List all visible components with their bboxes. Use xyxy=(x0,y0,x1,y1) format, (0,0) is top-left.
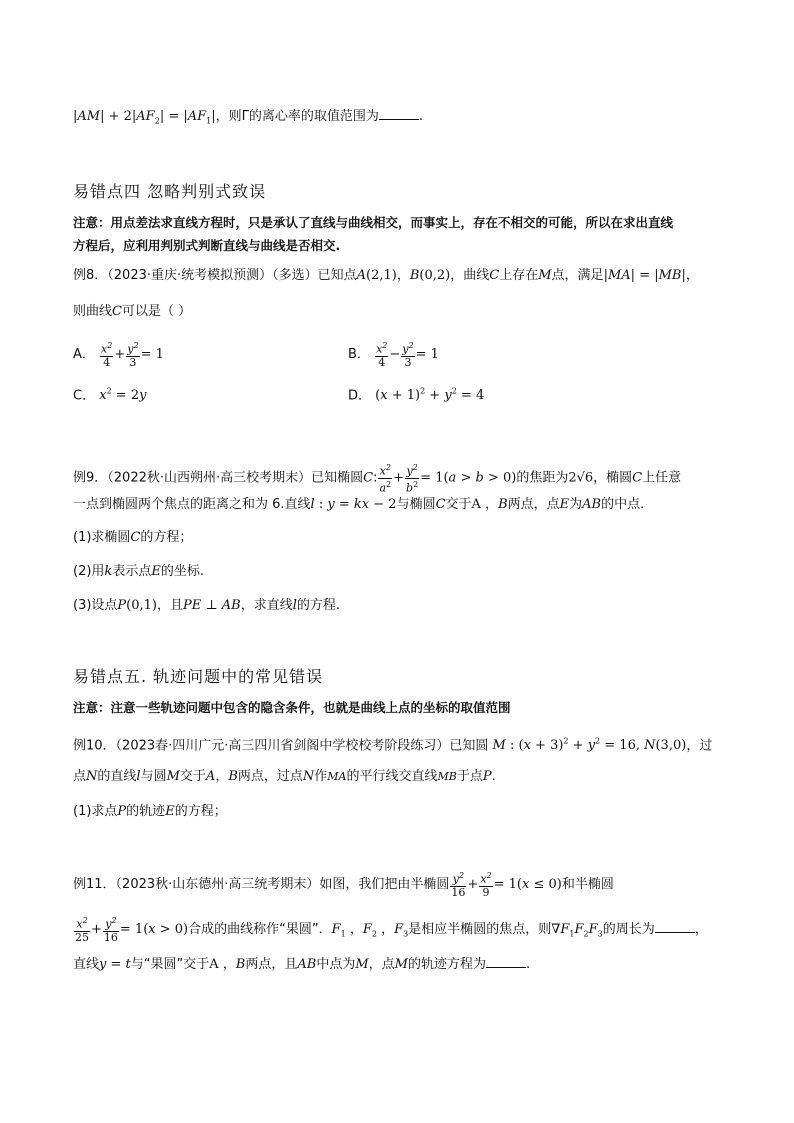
text: 点 xyxy=(73,769,87,784)
example-10-prefix: 例10．（2023春·四川广元·高三四川省剑阁中学校校考阶段练习）已知圆 xyxy=(73,738,489,754)
var-m: M xyxy=(538,268,552,283)
option-b-label: B． xyxy=(348,346,370,362)
text: ，过 xyxy=(686,738,713,754)
text: 的方程； xyxy=(174,804,227,819)
example-11-prefix: 例11．（2023秋·山东德州·高三统考期末）如图，我们把由半椭圆 xyxy=(73,876,450,892)
example-11-line-3: 直线y = t与“果圆”交于A ，B两点，且AB中点为M，点M的轨迹方程为 . xyxy=(73,957,531,972)
text: 与“果圆”交于 xyxy=(130,957,210,972)
text: 上存在 xyxy=(499,268,539,283)
answer-blank xyxy=(486,955,526,968)
example-8-line-1: 例8．（2023·重庆·统考模拟预测）（多选）已知点A(2,1)，B(0,2)，曲线C上存在M点，满足|MA| = |MB|， xyxy=(73,268,699,283)
note-5: 注意：注意一些轨迹问题中包含的隐含条件，也就是曲线上点的坐标的取值范围 xyxy=(73,700,511,715)
option-c: C． $x^2 = 2y$ D． $(x + 1)^2 + y^2 = 4$ xyxy=(73,383,146,405)
var-c: C xyxy=(489,268,500,283)
top-line-text: ，则Γ的离心率的取值范围为 xyxy=(215,109,379,124)
text: 为 xyxy=(569,497,583,512)
text: ，且 xyxy=(157,598,184,613)
text: 两点，过点 xyxy=(237,769,303,784)
text: 的中点. xyxy=(601,497,645,512)
text: 与椭圆 xyxy=(396,497,436,512)
point-a: A(2,1) xyxy=(356,268,397,283)
text: 作 xyxy=(314,769,328,784)
text: 一点到椭圆两个焦点的距离之和为 6.直线 xyxy=(73,497,311,512)
text: 可以是（ ） xyxy=(121,304,192,319)
option-a-label: A． xyxy=(73,346,95,362)
text: 点，满足 xyxy=(551,268,604,283)
example-11-line-1: 例11．（2023秋·山东德州·高三统考期末）如图，我们把由半椭圆 $\frac{y^2}{16}$ + $\frac{x^2}{9}$ = 1(x ≤ 0)和半椭圆 xyxy=(73,871,614,899)
text: ，椭圆 xyxy=(593,470,633,486)
note-line-2: 方程后，应利用判别式判断直线与曲线是否相交. xyxy=(73,238,341,253)
text: 的坐标. xyxy=(160,564,204,579)
example-8-prefix: 例8．（2023·重庆·统考模拟预测）（多选）已知点 xyxy=(73,268,357,283)
top-line xyxy=(73,107,423,131)
option-d: D． $(x + 1)^2 + y^2 = 4$ xyxy=(348,387,485,404)
math-abs-am: $|AM| + 2|AF_2| = |AF_1|$ xyxy=(73,109,216,126)
answer-blank xyxy=(379,107,419,120)
text: 与圆 xyxy=(140,769,167,784)
text: (3)设点 xyxy=(73,598,118,613)
example-9-line-1: 例9．（2022秋·山西朔州·高三校考期末）已知椭圆C: $\frac{x^2}{a^2}$ + $\frac{y^2}{b^2}$ = 1(a > b > 0)的焦距为2√6，椭圆C上任意 xyxy=(73,463,682,495)
text: 两点，点 xyxy=(507,497,560,512)
option-d-label: D． xyxy=(348,388,372,404)
note-line-1: 注意：用点差法求直线方程时，只是承认了直线与曲线相交，而事实上，存在不相交的可能，所以在求出直线 xyxy=(73,215,674,230)
option-c-label: C． xyxy=(73,388,96,404)
section-title-4: 易错点四 忽略判别式致误 xyxy=(73,182,267,201)
text: ，曲线 xyxy=(450,268,490,283)
example-9-q2: (2)用k表示点E的坐标. xyxy=(73,564,204,579)
text: 中点为 xyxy=(316,957,356,972)
math-ma-mb: |MA| = |MB| xyxy=(603,268,686,283)
example-8-line-2 xyxy=(73,303,191,321)
text: ，点 xyxy=(368,957,395,972)
text: (1)求点 xyxy=(73,804,118,819)
example-10-line-1: 例10．（2023春·四川广元·高三四川省剑阁中学校校考阶段练习）已知圆 M : $(x + 3)^2 + y^2 = 16$, N(3,0)，过 xyxy=(73,737,713,754)
period: . xyxy=(418,109,424,124)
text: 交于 xyxy=(179,769,206,784)
text: 交于 xyxy=(445,497,472,512)
frac-y2-3: $\frac{y^2}{3}$ xyxy=(127,341,139,369)
text: 的焦距为 xyxy=(516,470,569,486)
example-11-line-2: $\frac{x^2}{25}$ + $\frac{y^2}{16}$ = 1(x > 0)合成的曲线称作“果圆”．$F_1$ ，$F_2$ ，$F_3$是相应半椭圆的焦点，则$\nabla F_1F_2F_3$的周长为 ， xyxy=(75,916,708,944)
point-b: B(0,2) xyxy=(409,268,451,283)
text: 的轨迹 xyxy=(126,804,166,819)
text: 的方程； xyxy=(140,530,193,545)
text: 的周长为 xyxy=(602,921,655,937)
example-9-q1: (1)求椭圆C的方程； xyxy=(73,530,193,545)
text: 的直线 xyxy=(97,769,137,784)
text: ，求直线 xyxy=(240,598,293,613)
text: 的平行线交直线 xyxy=(346,769,438,784)
answer-blank xyxy=(655,920,695,933)
text: 的轨迹方程为 xyxy=(407,957,486,972)
example-9-q3: (3)设点P(0,1)，且PE ⊥ AB，求直线l的方程. xyxy=(73,598,341,613)
option-b: B． $\frac{x^2}{4}$ − $\frac{y^2}{3}$ = 1 xyxy=(348,341,439,369)
example-9-line-2: 一点到椭圆两个焦点的距离之和为 6.直线l : y = kx − 2与椭圆C交于A ，B两点，点E为AB的中点. xyxy=(73,497,645,512)
example-10-line-2: 点N的直线l与圆M交于A，B两点，过点N作MA的平行线交直线MB于点P. xyxy=(73,769,496,784)
text: 表示点 xyxy=(112,564,152,579)
text: 上任意 xyxy=(642,470,682,486)
text: 则曲线 xyxy=(73,304,113,319)
text: 两点，且 xyxy=(245,957,298,972)
text: 直线 xyxy=(73,957,100,972)
text: 于点 xyxy=(456,769,483,784)
text: 和半椭圆 xyxy=(561,876,614,892)
example-9-prefix: 例9．（2022秋·山西朔州·高三校考期末）已知椭圆 xyxy=(73,470,364,486)
text: (1)求椭圆 xyxy=(73,530,131,545)
text: (2)用 xyxy=(73,564,105,579)
section-title-5: 易错点五. 轨迹问题中的常见错误 xyxy=(73,667,324,686)
frac-x2-4: $\frac{x^2}{4}$ xyxy=(101,341,113,369)
example-10-q1: (1)求点P的轨迹E的方程； xyxy=(73,804,227,819)
option-a: A． $\frac{x^2}{4}$ + $\frac{y^2}{3}$ = 1 B． $\frac{x^2}{4}$ − $\frac{y^2}{3}$ = 1 xyxy=(73,341,439,369)
text: 合成的曲线称作“果圆”． xyxy=(188,921,332,937)
text: 的方程. xyxy=(296,598,341,613)
var-c: C xyxy=(112,304,122,319)
text: 是相应半椭圆的焦点，则 xyxy=(408,921,552,937)
